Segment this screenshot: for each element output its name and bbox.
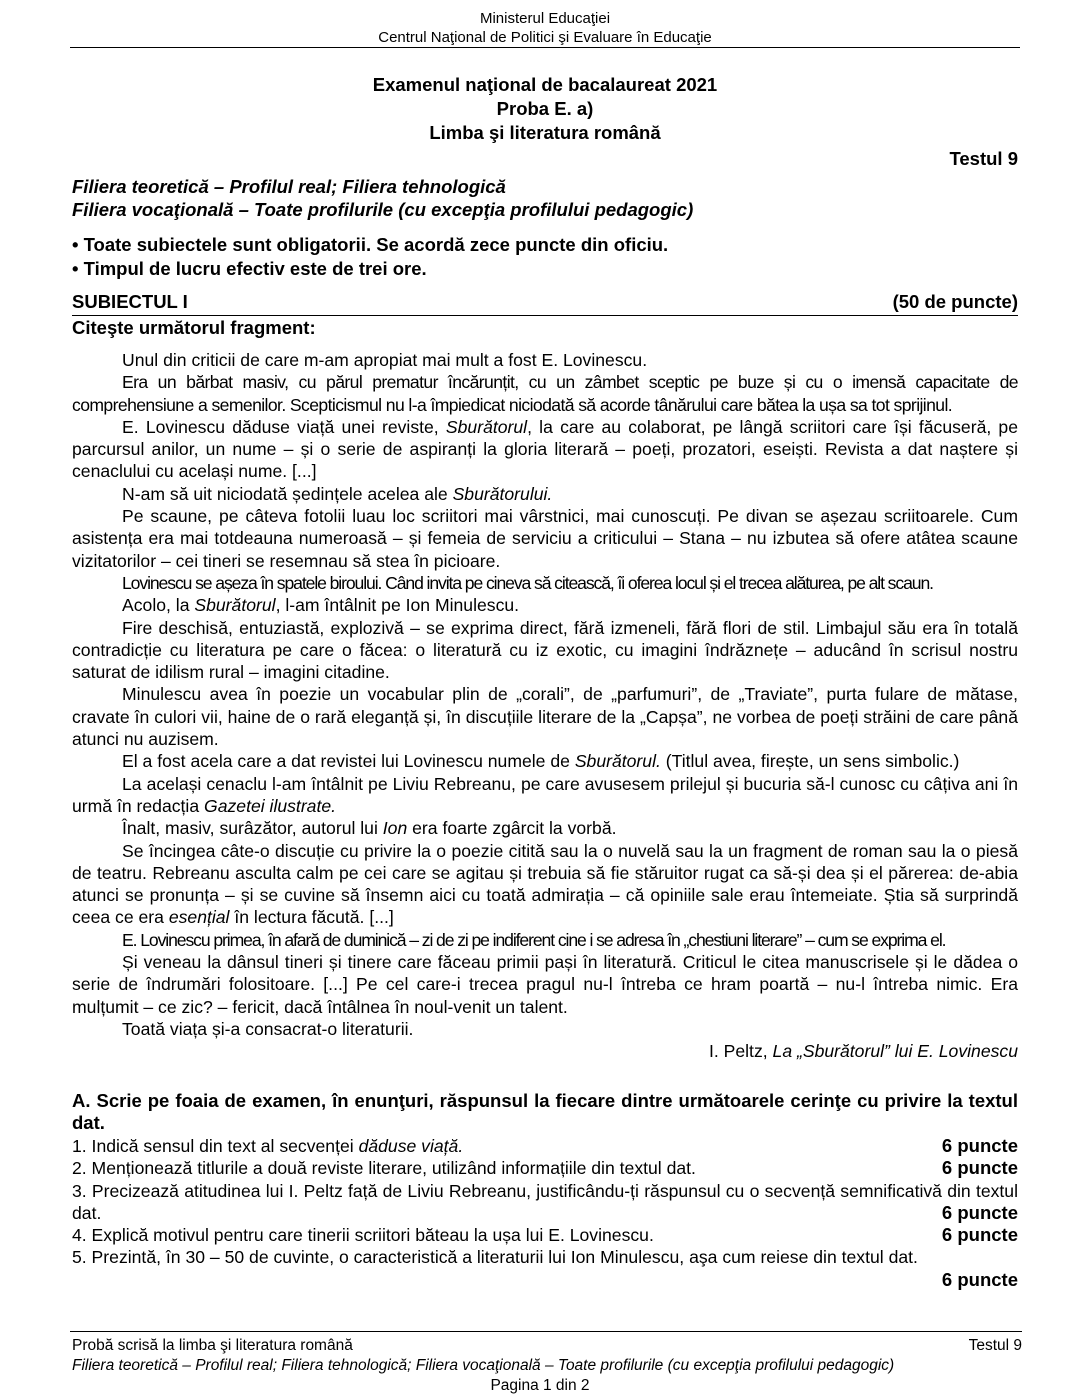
text-span: , la care au colaborat, pe lângă scriitori care își făcuseră, pe parcursul anilor, un nume – și o serie de aspiranți la gloria literară – poeți, prozatori, eseiști. Revista a dat naștere și cenaclului cu același nume. [...] xyxy=(72,416,1019,482)
text-span: N-am să uit niciodată ședințele acelea ale xyxy=(122,483,453,504)
text-span: Înalt, masiv, surâzător, autorul lui xyxy=(122,818,383,839)
read-instruction: Citeşte următorul fragment: xyxy=(72,317,316,338)
italic-span: esențial xyxy=(168,907,230,928)
task-item xyxy=(72,1180,1018,1225)
author-name: I. Peltz, xyxy=(708,1041,773,1061)
task-item xyxy=(72,1224,1018,1246)
italic-span: Gazetei ilustrate. xyxy=(204,795,337,816)
italic-span: Sburătorului. xyxy=(452,483,553,504)
italic-span: Sburătorul xyxy=(194,595,276,616)
fragment-paragraph: Minulescu avea în poezie un vocabular plin de „corali”, de „parfumuri”, de „Traviate”, purta fulare de mătase, cravate în culori vii, haine de o rară eleganță și, în discuțiile literare de la „Capșa”, ne vorbea de poeți străini de care până atunci nu auzisem. xyxy=(72,684,1018,750)
italic-span: Ion xyxy=(382,818,408,839)
task-item xyxy=(72,1135,1018,1157)
fragment-paragraph: Pe scaune, pe câteva fotolii luau loc scriitori mai vârstnici, mai cunoscuți. Pe divan se așezau scriitoarele. Cum asistența era mai totdeauna numeroasă – și femeia de serviciu a criticului – Stana – nu izbutea să ofere atâtea scaune vizitatorilor – cei tineri se resemnau să stea în picioare. xyxy=(72,506,1018,571)
text-span: La același cenaclu l-am întâlnit pe Liviu Rebreanu, pe care avusesem prilejul și bucuria să-l cunosc cu câțiva ani în urmă în redacția xyxy=(72,773,1018,816)
fragment-paragraph: Toată viața și-a consacrat-o literaturii. xyxy=(122,1018,414,1039)
footer-filiera: Filiera teoretică – Profilul real; Filiera tehnologică; Filiera vocaţională – Toate profilurile (cu excepţia profilului pedagogic) xyxy=(72,1357,895,1374)
fragment-paragraph: Și veneau la dânsul tineri și tinere care făceau primii pași în literatură. Criticul le citea manuscrisele și le dădea o serie de îndrumări folositoare. [...] Pe cel care-i trecea pragul nu-l întreba ce hram poartă – nu-l întreba nimic. Era mulțumit – ce zic? – fericit, dacă întâlnea în noul-venit un talent. xyxy=(72,952,1018,1017)
text-span: 1. Indică sensul din text al secvenței xyxy=(72,1136,359,1156)
task-text: 2. Menționează titlurile a două reviste literare, utilizând informațiile din textul dat. xyxy=(72,1158,696,1179)
fragment-paragraph: Era un bărbat masiv, cu părul prematur încărunțit, cu un zâmbet sceptic pe buze și cu o imensă capacitate de comprehensiune a semenilor. Scepticismul nu l-a împiedicat niciodată să acorde tânărului care bătea la ușa sa tot sprijinul. xyxy=(72,372,1018,415)
italic-span: dăduse viață. xyxy=(358,1136,464,1156)
fragment-paragraph xyxy=(72,840,1018,929)
fragment-paragraph xyxy=(72,483,1018,505)
text-span: Se încingea câte-o discuție cu privire la o poezie citită sau la o nuvelă sau la un fragment de roman sau la o piesă de teatru. Rebreanu asculta calm pe cei care se agitau și trebuia să fie stăruitor rugat ca să-și dea și el părerea: de-abia atunci se pronunța – și se cuvine să însemn aici cu toată admirația – că opiniile sale erau întemeiate. Știa să surprindă ceea ce era xyxy=(72,840,1018,928)
task-text: 3. Precizează atitudinea lui I. Peltz față de Liviu Rebreanu, justificându-ți răspunsul cu o secvență semnificativă din textul dat. xyxy=(72,1180,1018,1223)
exam-title xyxy=(70,73,1020,145)
subject-name: SUBIECTUL I xyxy=(72,291,188,312)
text-span: (Titlul avea, firește, un sens simbolic.) xyxy=(660,751,960,772)
rule-item: • Timpul de lucru efectiv este de trei ore. xyxy=(72,257,668,281)
italic-span: Sburătorul xyxy=(445,416,528,437)
fragment-paragraph xyxy=(72,817,1018,839)
task-points: 6 puncte xyxy=(941,1157,1018,1179)
task-text xyxy=(72,1135,1018,1157)
fragment-paragraph: Lovinescu se așeza în spatele biroului. Când invita pe cineva să citească, îi oferea locul și el trecea alăturea, pe alt scaun. xyxy=(122,572,933,593)
subject-heading xyxy=(72,291,1018,316)
fragment-paragraph xyxy=(72,416,1018,483)
subject-points: (50 de puncte) xyxy=(892,291,1018,312)
page-number: Pagina 1 din 2 xyxy=(490,1377,590,1394)
fragment-paragraph: E. Lovinescu primea, în afară de duminică – zi de zi pe indiferent cine i se adresa în „chestiuni literare” – cum se exprima el. xyxy=(122,929,946,950)
rule-item: • Toate subiectele sunt obligatorii. Se acordă zece puncte din oficiu. xyxy=(72,233,668,257)
italic-span: Sburătorul. xyxy=(574,751,661,772)
fragment-paragraph: Fire deschisă, entuziastă, explozivă – se exprima direct, fără izmeneli, fără flori de stil. Limbajul său era în totală contradicție cu literatura pe care o făcea: o literatură cu iz exotic, cu imagini îndrăznețe – aducând în scrisul nostru saturat de idilism rural – imagini citadine. xyxy=(72,617,1018,683)
task-points: 6 puncte xyxy=(941,1224,1018,1246)
text-span: în lectura făcută. [...] xyxy=(229,907,394,928)
text-fragment xyxy=(72,349,1018,1040)
exam-title-line: Examenul naţional de bacalaureat 2021 xyxy=(372,74,718,95)
exam-title-line: Limba şi literatura română xyxy=(429,122,661,143)
task-points: 6 puncte xyxy=(941,1201,1018,1223)
task-points: 6 puncte xyxy=(941,1135,1018,1156)
filiera-block xyxy=(72,175,693,221)
filiera-line: Filiera vocaţională – Toate profilurile (cu excepţia profilului pedagogic) xyxy=(72,199,694,220)
text-span: E. Lovinescu dăduse viață unei reviste, xyxy=(122,416,446,437)
fragment-paragraph xyxy=(72,594,1018,616)
filiera-line: Filiera teoretică – Profilul real; Filiera tehnologică xyxy=(72,176,506,197)
work-title: La „Sburătorul” lui E. Lovinescu xyxy=(772,1041,1018,1061)
task-item xyxy=(72,1157,1018,1179)
fragment-paragraph xyxy=(72,773,1018,818)
fragment-paragraph xyxy=(72,750,1018,772)
exam-title-line: Proba E. a) xyxy=(496,98,594,119)
text-span: Acolo, la xyxy=(122,595,195,616)
text-span: era foarte zgârcit la vorbă. xyxy=(407,818,617,839)
text-span: , l-am întâlnit pe Ion Minulescu. xyxy=(275,595,520,616)
task-list xyxy=(72,1135,1018,1291)
task-text: 5. Prezintă, în 30 – 50 de cuvinte, o caracteristică a literaturii lui Ion Minulescu, aşa cum reiese din textul dat. xyxy=(72,1247,918,1268)
footer-subject: Probă scrisă la limba şi literatura română xyxy=(72,1337,353,1354)
fragment-paragraph: Unul din criticii de care m-am apropiat mai mult a fost E. Lovinescu. xyxy=(122,350,648,370)
rules-list xyxy=(72,233,668,281)
task-item xyxy=(72,1246,1018,1268)
footer-divider xyxy=(70,1331,1022,1332)
header-divider xyxy=(70,47,1020,48)
test-label: Testul 9 xyxy=(949,148,1018,169)
section-a-instruction: A. Scrie pe foaia de examen, în enunţuri, răspunsul la fiecare dintre următoarele cerinţe cu privire la textul dat. xyxy=(72,1090,1018,1133)
task-text: 4. Explică motivul pentru care tinerii scriitori băteau la ușa lui E. Lovinescu. xyxy=(72,1225,654,1246)
ministry-name: Ministerul Educaţiei xyxy=(479,10,611,27)
text-span: El a fost acela care a dat revistei lui Lovinescu numele de xyxy=(122,751,575,772)
fragment-source xyxy=(709,1041,1018,1062)
footer-test: Testul 9 xyxy=(968,1337,1022,1354)
center-name: Centrul Naţional de Politici şi Evaluare în Educaţie xyxy=(378,29,712,46)
task-points: 6 puncte xyxy=(941,1268,1018,1290)
